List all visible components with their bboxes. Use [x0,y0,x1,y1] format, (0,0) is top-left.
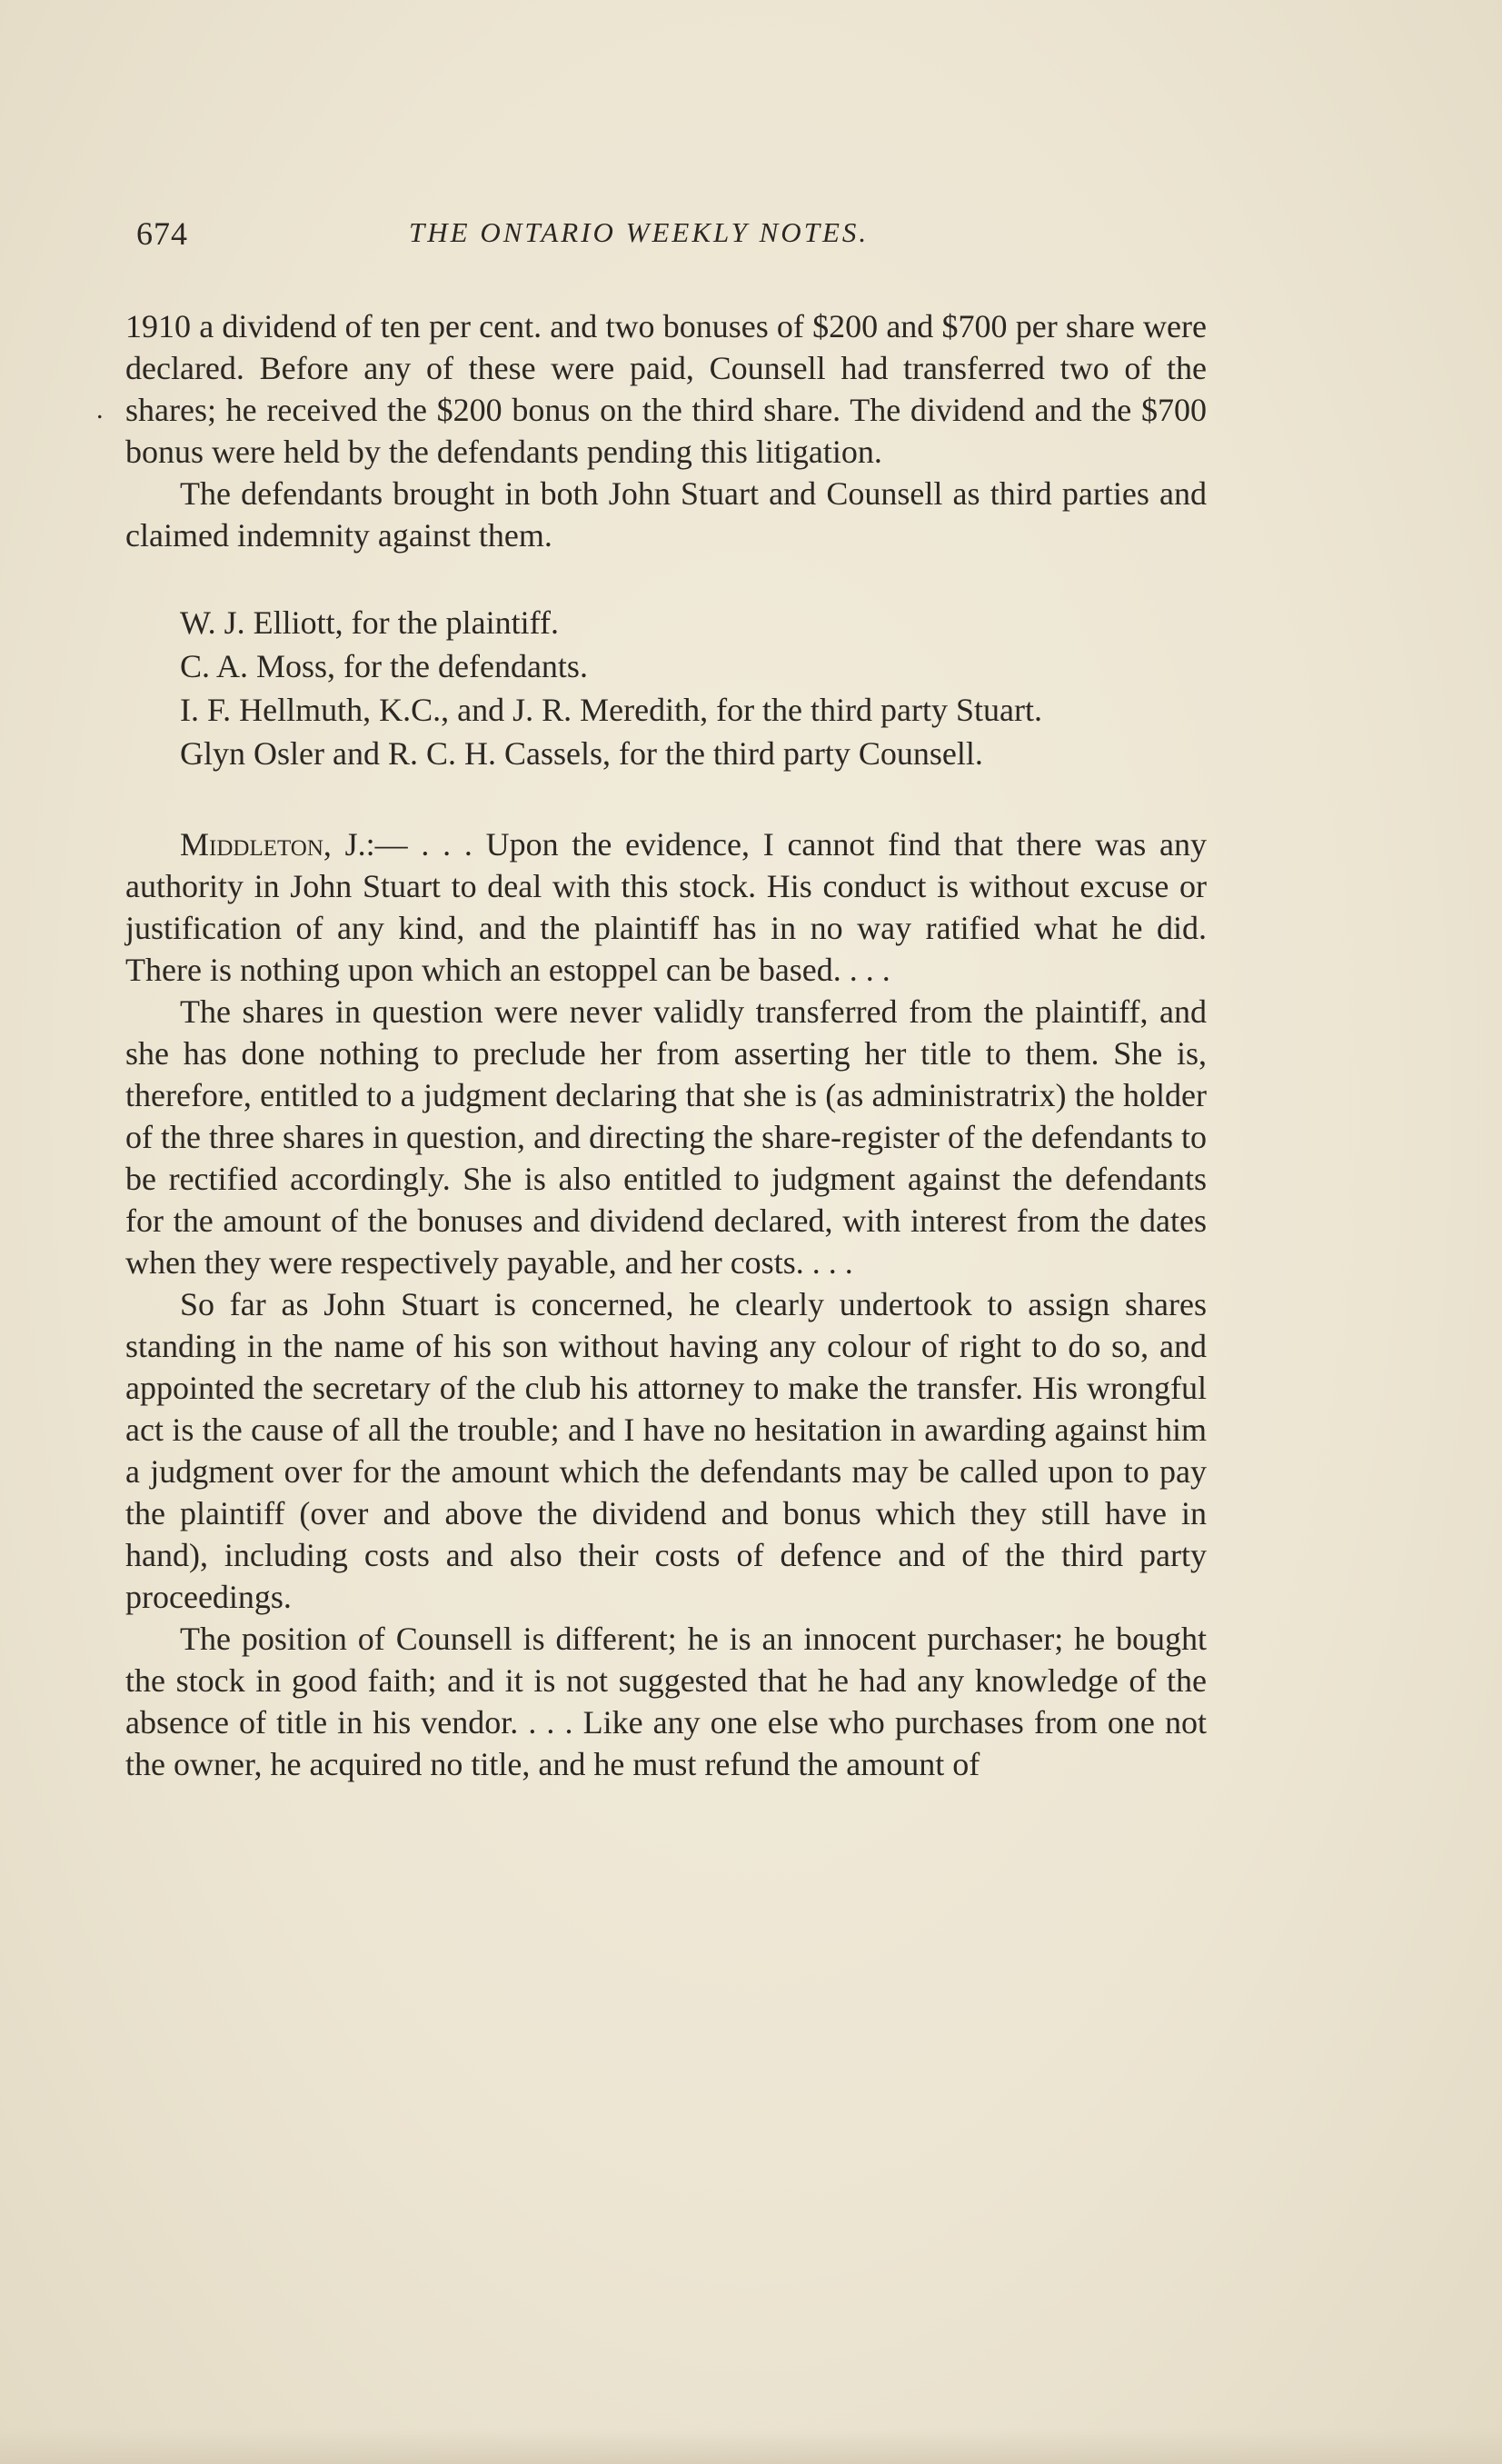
paragraph-dividend: 1910 a dividend of ten per cent. and two bonuses of $200 and $700 per share were declared. Before any of these were paid, Counsell had transferred two of the shares; he received the $200 bonus on the third share. The dividend and the $700 bonus were held by the defendants pending this litigation. [125,308,1207,470]
running-head: THE ONTARIO WEEKLY NOTES. [409,216,870,248]
counsel-list [125,602,1207,774]
page-edge-shadow [0,2428,1502,2464]
counsel-third-party-stuart: I. F. Hellmuth, K.C., and J. R. Meredith, for the third party Stuart. [180,692,1042,728]
judgment-paragraph-4: The position of Counsell is different; he is an innocent purchaser; he bought the stock in good faith; and it is not suggested that he had any knowledge of the absence of title in his vendor. . . . Like any one else who purchases from one not the owner, he acquired no title, and he must refund the amount of [125,1621,1207,1782]
page-body [125,305,1207,1785]
counsel-plaintiff: W. J. Elliott, for the plaintiff. [180,604,559,641]
counsel-defendants: C. A. Moss, for the defendants. [180,648,588,684]
paragraph-third-parties: The defendants brought in both John Stuart and Counsell as third parties and claimed indemnity against them. [125,475,1207,554]
judgment-paragraph-2: The shares in question were never validly transferred from the plaintiff, and she has done nothing to preclude her from asserting her title to them. She is, therefore, entitled to a judgment declaring that she is (as administratrix) the holder of the three shares in question, and directing the share-register of the defendants to be rectified accordingly. She is also entitled to judgment against the defendants for the amount of the bonuses and dividend declared, with interest from the dates when they were respectively payable, and her costs. . . . [125,993,1207,1281]
page-header [136,214,1209,269]
judge-name: Middleton, J. [180,826,366,863]
page-number: 674 [136,215,188,252]
counsel-third-party-counsell: Glyn Osler and R. C. H. Cassels, for the third party Counsell. [180,735,983,772]
judgment-section [125,823,1207,1785]
margin-dot: . [96,394,104,424]
judgment-paragraph-3: So far as John Stuart is concerned, he clearly undertook to assign shares standing in the name of his son without having any colour of right to do so, and appointed the secretary of the club his attorney to make the transfer. His wrongful act is the cause of all the trouble; and I have no hesitation in awarding against him a judgment over for the amount which the defendants may be called upon to pay the plaintiff (over and above the dividend and bonus which they still have in hand), including costs and also their costs of defence and of the third party proceedings. [125,1286,1207,1615]
judgment-paragraph-1 [125,823,1207,991]
judgment-paragraph-1-text: :— . . . Upon the evidence, I cannot find that there was any authority in John Stuart to deal with this stock. His conduct is without excuse or justification of any kind, and the plaintiff has in no way ratified what he did. There is nothing upon which an estoppel can be based. . . . [125,826,1207,988]
